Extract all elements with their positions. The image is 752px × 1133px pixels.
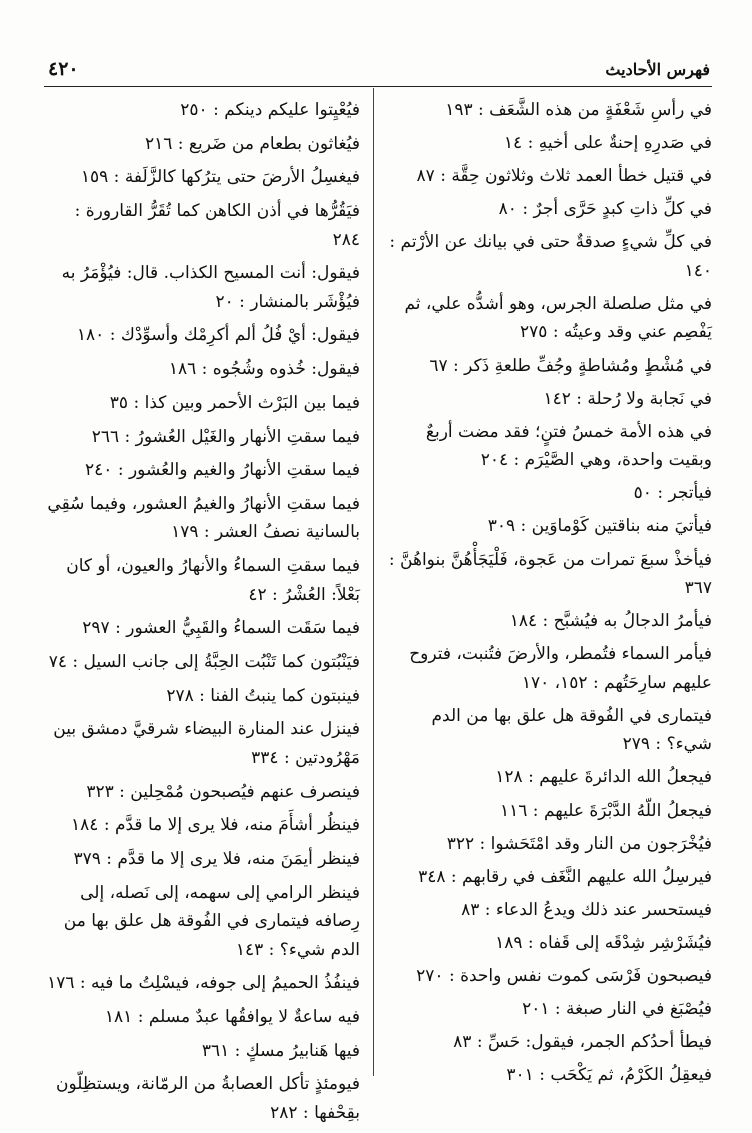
list-item: فينظُر أشأَمَ منه، فلا يرى إلا ما قدَّم : ١٨٤: [71, 815, 360, 836]
running-title: فهرس الأحاديث: [605, 59, 710, 79]
list-item: فيقول: خُذوه وشُجُوه : ١٨٦: [168, 359, 360, 380]
header-rule: [44, 86, 712, 87]
list-item: في رأسِ شَعْفَةٍ من هذه الشَّعَف : ١٩٣: [445, 100, 712, 120]
list-item: فيما بين البَرْث الأحمر وبين كذا : ٣٥: [109, 392, 360, 413]
list-item: فيُعْيِتوا عليكم دينكم : ٢٥٠: [180, 100, 360, 120]
list-item: فيَنْبُتون كما تَنْبُت الحِبَّةُ إلى جانب السيل : ٧٤: [48, 651, 360, 672]
list-item: في صَدرِهِ إحنةٌ على أخيهِ : ١٤: [503, 133, 712, 154]
list-item: في كلِّ ذاتِ كبدٍ حَرَّى أجرٌ : ٨٠: [498, 199, 712, 220]
list-item: فيغسِلُ الأرضَ حتى يترُكها كالزَّلَفة : ١٥٩: [80, 167, 360, 188]
list-item: في نَجابة ولا رُحلة : ١٤٢: [543, 388, 712, 409]
list-item: فيجعلُ الله الدائرةَ عليهم : ١٢٨: [495, 767, 712, 788]
list-item: فيطأ أحدُكم الجمر، فيقول: حَسِّ : ٨٣: [453, 1032, 712, 1053]
list-item: فيما سقتِ السماءُ والأنهارُ والعيون، أو كان بَعْلاً: العُشْرُ : ٤٢: [66, 556, 360, 605]
list-item: فيما سقتِ الأنهار والغَيْل العُشورُ : ٢٦٦: [91, 426, 360, 447]
list-item: فيجعلُ اللّهُ الدَّبْرَةَ عليهم : ١١٦: [500, 800, 712, 821]
list-item: فيأتيَ منه بناقتين كَوْماوَين : ٣٠٩: [487, 516, 712, 537]
list-item: فيعقِلُ الكَرْمُ، ثم يَكْحَب : ٣٠١: [506, 1065, 712, 1086]
list-item: فيُشَرْشِر شِدْقَه إلى قَفاه : ١٨٩: [495, 932, 712, 953]
list-item: فيأمر السماء فتُمطر، والأرضَ فتُنبت، فتروح عليهم سارِحَتُهم : ١٥٢، ١٧٠: [409, 644, 712, 693]
list-item: فيتمارى في الفُوقة هل علق بها من الدم شيء؟ : ٢٧٩: [431, 705, 712, 755]
list-item: في مثل صلصلة الجرس، وهو أشدُّه علي، ثم يَفْصِم عني وقد وعيتُه : ٢٧٥: [404, 293, 712, 343]
list-item: فيقول: أنت المسيح الكذاب. قال: فيُؤْمَرُ به فيُؤْشَر بالمنشار : ٢٠: [61, 263, 360, 312]
list-item: فيها هَنابيرُ مسكٍ : ٣٦١: [201, 1040, 360, 1061]
list-item: فيصبحون فَرْسَى كموت نفس واحدة : ٢٧٠: [416, 965, 712, 986]
list-item: فيُخْرَجون من النار وقد امْتَحَشوا : ٣٢٢: [446, 833, 712, 854]
list-item: فيَقُرُّها في أذن الكاهن كما تُقَرُّ القارورة : ٢٨٤: [74, 201, 360, 250]
list-item: فيرسِلُ الله عليهم النَّغَف في رقابهم : ٣٤٨: [418, 866, 712, 887]
list-item: فيأتجر : ٥٠: [633, 483, 712, 504]
list-item: فينظر الرامي إلى سهمه، إلى نَصله، إلى رِصافه فيتمارى في الفُوقة هل علق بها من الدم شيء؟ : ١٤٣: [63, 882, 360, 960]
list-item: فينصرف عنهم فيُصبحون مُمْحِلين : ٣٢٣: [86, 781, 360, 802]
column-divider: [373, 88, 374, 1076]
list-item: في مُشْطٍ ومُشاطةٍ وجُفِّ طلعةِ ذَكر : ٦٧: [429, 355, 712, 376]
list-item: في هذه الأمة خمسُ فتنٍ؛ فقد مضت أربعٌ وبقيت واحدة، وهي الصَّيْرَم : ٢٠٤: [425, 421, 712, 471]
list-item: فيُغاثون بطعام من ضَريع : ٢١٦: [144, 133, 360, 154]
list-item: في كلِّ شيءٍ صدقةٌ حتى في بيانك عن الأرْتم : ١٤٠: [389, 232, 712, 281]
list-item: في قتيل خطأ العمد ثلاث وثلاثون حِقَّة : ٨٧: [416, 166, 712, 187]
list-item: فيه ساعةٌ لا يوافقُها عبدٌ مسلم : ١٨١: [104, 1006, 360, 1027]
left-column: [44, 96, 360, 1133]
page-header: [48, 52, 710, 86]
list-item: فيأخذْ سبعَ تمرات من عَجوة، فَلْيَجَأْهُنَّ بنواهُنَّ : ٣٦٧: [388, 549, 712, 599]
list-item: فينظر أيمَنَ منه، فلا يرى إلا ما قدَّم : ٣٧٩: [73, 848, 360, 869]
page-number: ٤٢٠: [48, 58, 79, 80]
list-item: فيُصْبَغ في النار صبغة : ٢٠١: [522, 999, 712, 1020]
list-item: فينفُذُ الحميمُ إلى جوفه، فيسْلِتُ ما فيه : ١٧٦: [47, 973, 360, 994]
list-item: فيما سقتِ الأنهارُ والغيمُ العشور، وفيما سُقِي بالسانية نصفُ العشر : ١٧٩: [47, 493, 360, 543]
list-item: فيأمرُ الدجالُ به فيُشبَّح : ١٨٤: [509, 611, 712, 632]
list-item: فيقول: أيْ فُلُ ألم أكرِمْك وأسوِّدْك : ١٨٠: [76, 325, 360, 346]
list-item: فيستحسر عند ذلك ويدعُ الدعاء : ٨٣: [461, 899, 712, 920]
list-item: فينزل عند المنارة البيضاء شرقيَّ دمشق بين مَهْرُودتين : ٣٣٤: [53, 719, 360, 768]
list-item: فيما سَقَت السماءُ والقَبِيُّ العشور : ٢٩٧: [82, 618, 360, 639]
list-item: فيومئذٍ تأكل العصابةُ من الرمّانة، ويستظِلّون بقِحْفها : ٢٨٢: [56, 1074, 360, 1123]
list-item: فينبتون كما ينبتُ الفنا : ٢٧٨: [166, 685, 360, 706]
list-item: فيما سقتِ الأنهارُ والغيم والعُشور : ٢٤٠: [85, 460, 360, 481]
right-column: [384, 96, 712, 1094]
